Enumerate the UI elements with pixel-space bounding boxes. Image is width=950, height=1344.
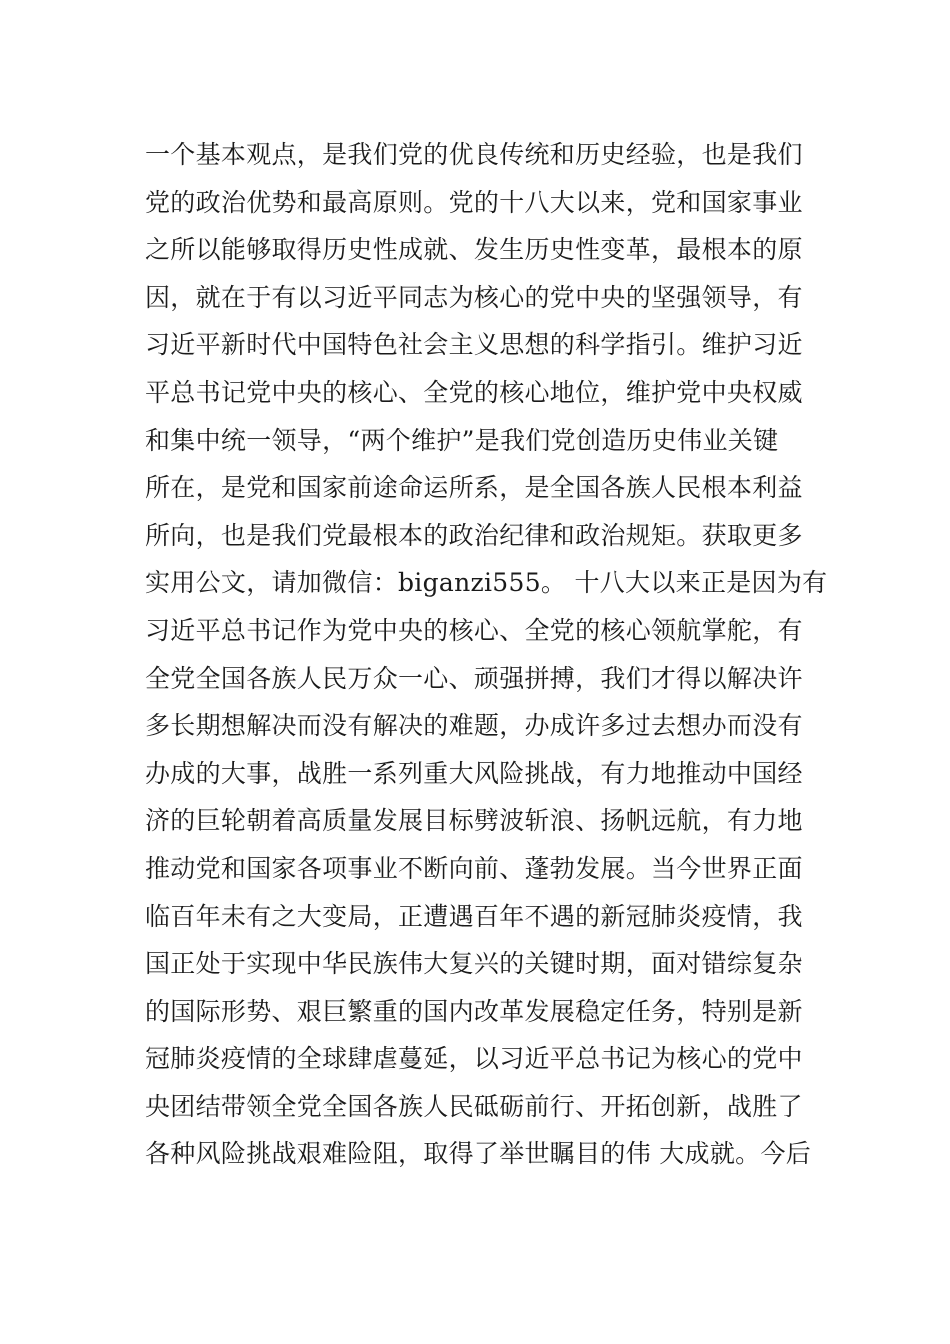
text-line-22: 各种风险挑战艰难险阻，取得了举世瞩目的伟 大成就。今后	[145, 1139, 812, 1169]
document-body	[145, 131, 828, 1178]
text-line-10: 实用公文，请加微信：biganzi555。 十八大以来正是因为有	[145, 568, 828, 598]
text-line-5: 习近平新时代中国特色社会主义思想的科学指引。维护习近	[145, 330, 803, 360]
text-line-16: 推动党和国家各项事业不断向前、蓬勃发展。当今世界正面	[145, 853, 803, 883]
text-line-6: 平总书记党中央的核心、全党的核心地位，维护党中央权威	[145, 377, 803, 407]
text-line-20: 冠肺炎疫情的全球肆虐蔓延，以习近平总书记为核心的党中	[145, 1044, 803, 1074]
text-line-7: 和集中统一领导，“两个维护”是我们党创造历史伟业关键	[145, 425, 779, 455]
text-line-11: 习近平总书记作为党中央的核心、全党的核心领航掌舵，有	[145, 615, 803, 645]
text-line-2: 党的政治优势和最高原则。党的十八大以来，党和国家事业	[145, 187, 803, 217]
text-line-3: 之所以能够取得历史性成就、发生历史性变革，最根本的原	[145, 235, 803, 265]
text-line-12: 全党全国各族人民万众一心、顽强拼搏，我们才得以解决许	[145, 663, 803, 693]
text-line-1: 一个基本观点，是我们党的优良传统和历史经验，也是我们	[145, 140, 803, 169]
text-line-13: 多长期想解决而没有解决的难题，办成许多过去想办而没有	[145, 711, 803, 741]
text-line-14: 办成的大事，战胜一系列重大风险挑战，有力地推动中国经	[145, 758, 803, 788]
text-line-18: 国正处于实现中华民族伟大复兴的关键时期，面对错综复杂	[145, 949, 803, 979]
text-line-17: 临百年未有之大变局，正遭遇百年不遇的新冠肺炎疫情，我	[145, 901, 803, 931]
text-line-15: 济的巨轮朝着高质量发展目标劈波斩浪、扬帆远航，有力地	[145, 806, 803, 836]
text-line-4: 因，就在于有以习近平同志为核心的党中央的坚强领导，有	[145, 282, 803, 312]
text-line-21: 央团结带领全党全国各族人民砥砺前行、开拓创新，战胜了	[145, 1091, 803, 1121]
text-line-8: 所在，是党和国家前途命运所系，是全国各族人民根本利益	[145, 473, 803, 503]
text-line-9: 所向，也是我们党最根本的政治纪律和政治规矩。获取更多	[145, 520, 803, 550]
text-line-19: 的国际形势、艰巨繁重的国内改革发展稳定任务，特别是新	[145, 996, 803, 1026]
